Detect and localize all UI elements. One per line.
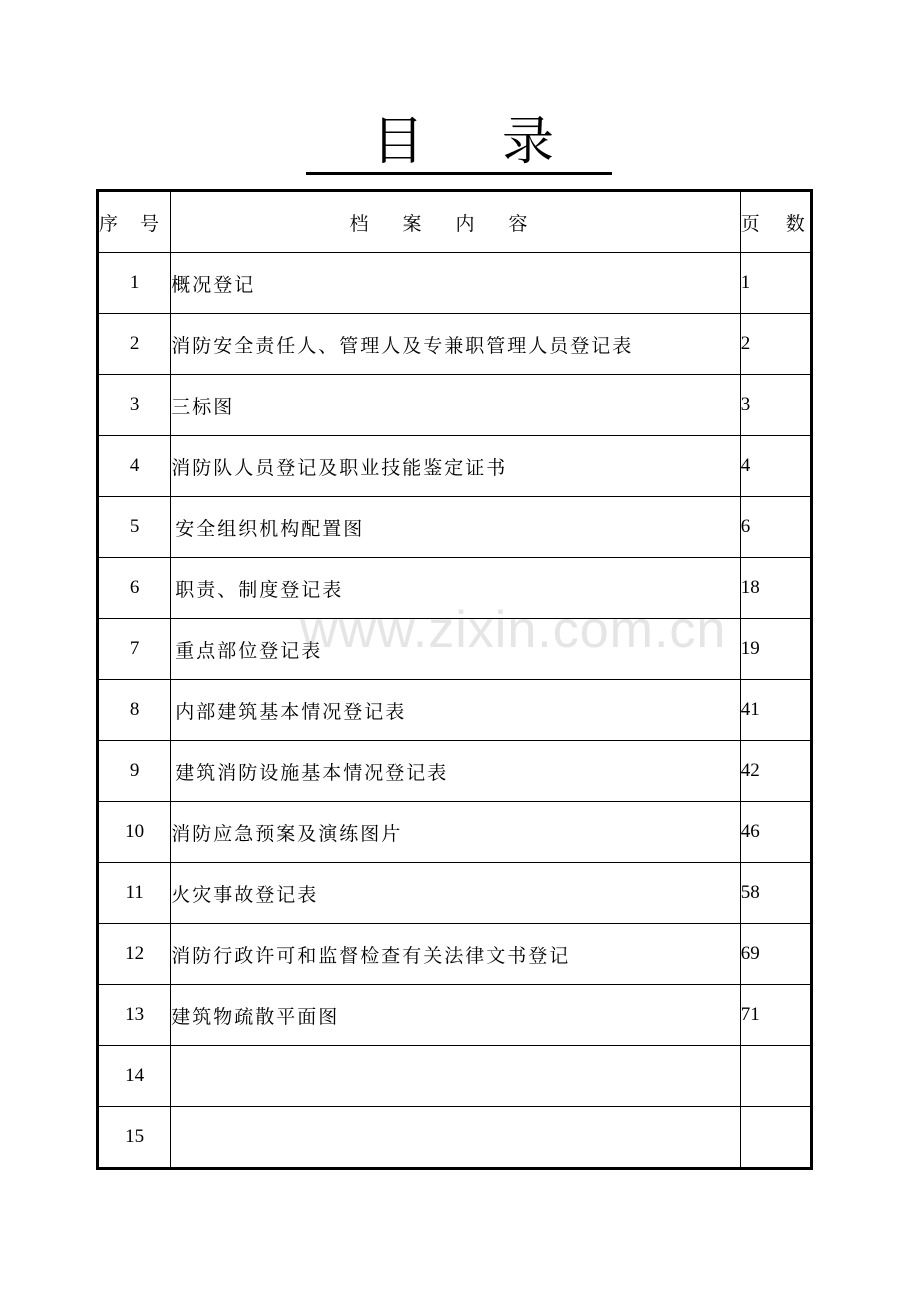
table-row xyxy=(98,1107,812,1169)
row-content: 概况登记 xyxy=(171,253,740,314)
table-row xyxy=(98,497,812,558)
row-page: 69 xyxy=(740,924,811,985)
row-content: 建筑物疏散平面图 xyxy=(171,985,740,1046)
row-content: 消防队人员登记及职业技能鉴定证书 xyxy=(171,436,740,497)
row-num: 8 xyxy=(98,680,171,741)
header-page: 页数 xyxy=(740,191,811,253)
table-row xyxy=(98,436,812,497)
row-page: 58 xyxy=(740,863,811,924)
row-num: 3 xyxy=(98,375,171,436)
row-page: 4 xyxy=(740,436,811,497)
row-page: 19 xyxy=(740,619,811,680)
row-page xyxy=(740,1046,811,1107)
row-content: 消防应急预案及演练图片 xyxy=(171,802,740,863)
row-content: 建筑消防设施基本情况登记表 xyxy=(171,741,740,802)
row-num: 12 xyxy=(98,924,171,985)
row-page: 6 xyxy=(740,497,811,558)
row-content: 重点部位登记表 xyxy=(171,619,740,680)
row-page xyxy=(740,1107,811,1169)
row-content: 消防行政许可和监督检查有关法律文书登记 xyxy=(171,924,740,985)
row-content: 职责、制度登记表 xyxy=(171,558,740,619)
row-num: 11 xyxy=(98,863,171,924)
table-row xyxy=(98,253,812,314)
row-num: 5 xyxy=(98,497,171,558)
row-num: 13 xyxy=(98,985,171,1046)
row-content xyxy=(171,1046,740,1107)
header-content: 档案内容 xyxy=(171,191,740,253)
title-char-2: 录 xyxy=(502,112,555,172)
table-row xyxy=(98,375,812,436)
row-num: 4 xyxy=(98,436,171,497)
watermark: www.zixin.com.cn xyxy=(300,601,727,659)
row-num: 10 xyxy=(98,802,171,863)
row-page: 18 xyxy=(740,558,811,619)
row-page: 46 xyxy=(740,802,811,863)
row-num: 15 xyxy=(98,1107,171,1169)
row-num: 6 xyxy=(98,558,171,619)
row-content: 火灾事故登记表 xyxy=(171,863,740,924)
row-page: 2 xyxy=(740,314,811,375)
row-num: 7 xyxy=(98,619,171,680)
table-row xyxy=(98,863,812,924)
row-content: 安全组织机构配置图 xyxy=(171,497,740,558)
table-row xyxy=(98,619,812,680)
table-row xyxy=(98,924,812,985)
row-page: 42 xyxy=(740,741,811,802)
title-char-1: 目 xyxy=(372,112,425,172)
page-title xyxy=(306,108,612,175)
table-row xyxy=(98,1046,812,1107)
row-num: 9 xyxy=(98,741,171,802)
row-num: 2 xyxy=(98,314,171,375)
row-page: 1 xyxy=(740,253,811,314)
row-content: 三标图 xyxy=(171,375,740,436)
row-num: 14 xyxy=(98,1046,171,1107)
row-content: 内部建筑基本情况登记表 xyxy=(171,680,740,741)
table-row xyxy=(98,985,812,1046)
table-row xyxy=(98,314,812,375)
row-page: 41 xyxy=(740,680,811,741)
row-page: 71 xyxy=(740,985,811,1046)
header-row xyxy=(98,191,812,253)
row-num: 1 xyxy=(98,253,171,314)
header-num: 序号 xyxy=(98,191,171,253)
table-row xyxy=(98,741,812,802)
row-page: 3 xyxy=(740,375,811,436)
row-content xyxy=(171,1107,740,1169)
table-row xyxy=(98,558,812,619)
table-row xyxy=(98,680,812,741)
table-row xyxy=(98,802,812,863)
row-content: 消防安全责任人、管理人及专兼职管理人员登记表 xyxy=(171,314,740,375)
toc-table xyxy=(96,189,831,1170)
